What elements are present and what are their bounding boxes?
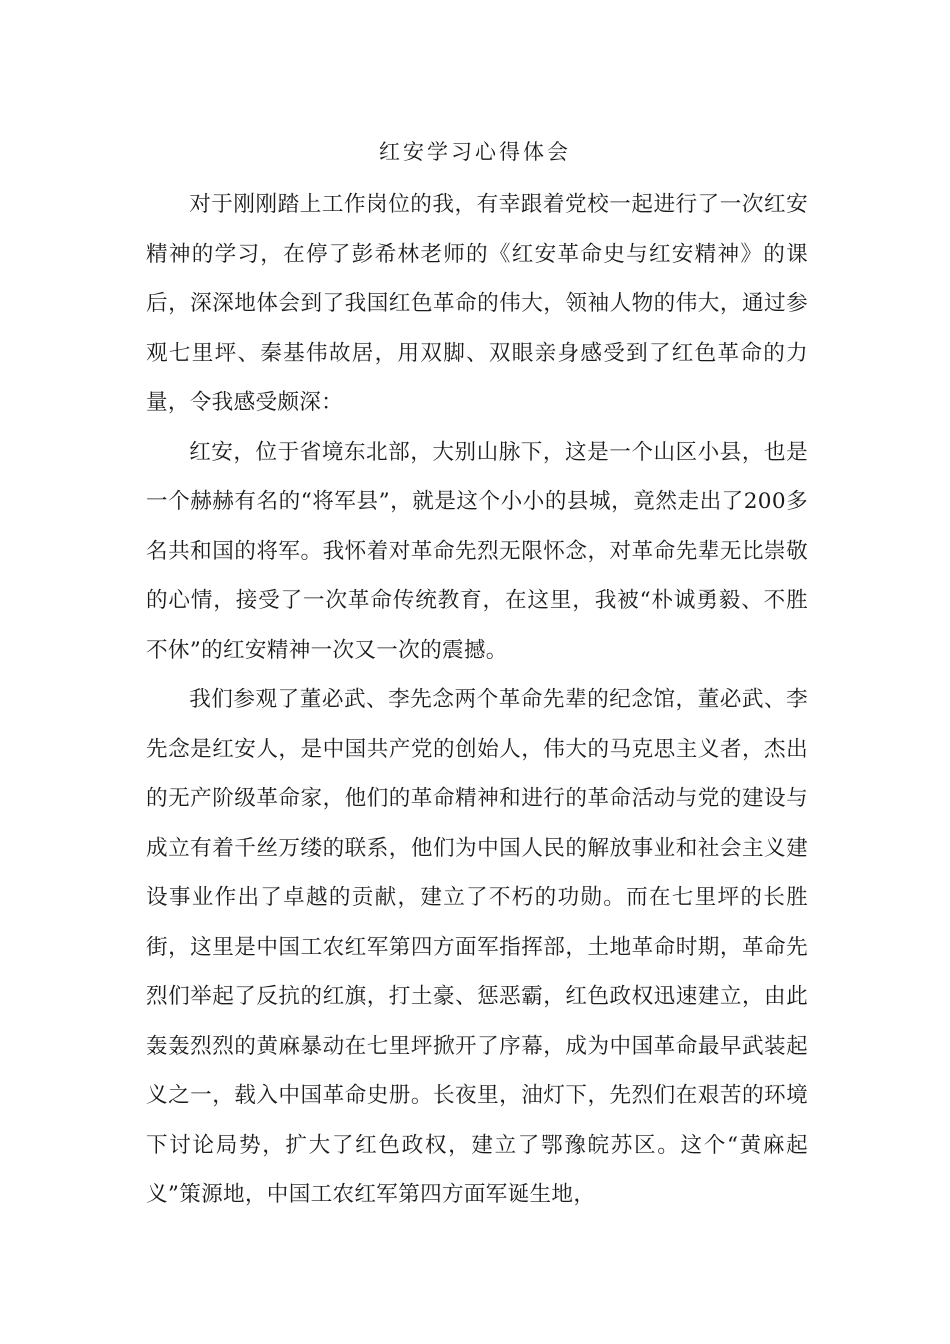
document-body (146, 180, 808, 1220)
paragraph-visit: 我们参观了董必武、李先念两个革命先辈的纪念馆，董必武、李先念是红安人，是中国共产党的创始人，伟大的马克思主义者，杰出的无产阶级革命家，他们的革命精神和进行的革命活动与党的建设与成立有着千丝万缕的联系，他们为中国人民的解放事业和社会主义建设事业作出了卓越的贡献，建立了不朽的功勋。而在七里坪的长胜街，这里是中国工农红军第四方面军指挥部，土地革命时期，革命先烈们举起了反抗的红旗，打土豪、惩恶霸，红色政权迅速建立，由此轰轰烈烈的黄麻暴动在七里坪掀开了序幕，成为中国革命最早武装起义之一，载入中国革命史册。长夜里，油灯下，先烈们在艰苦的环境下讨论局势，扩大了红色政权，建立了鄂豫皖苏区。这个“黄麻起义”策源地，中国工农红军第四方面军诞生地， (146, 687, 808, 1207)
paragraph-hongan: 红安，位于省境东北部，大别山脉下，这是一个山区小县，也是一个赫赫有名的“将军县”，就是这个小小的县城，竟然走出了200多名共和国的将军。我怀着对革命先烈无限怀念，对革命先辈无比崇敬的心情，接受了一次革命传统教育，在这里，我被“朴诚勇毅、不胜不休”的红安精神一次又一次的震撼。 (146, 439, 808, 663)
paragraph-intro: 对于刚刚踏上工作岗位的我，有幸跟着党校一起进行了一次红安精神的学习，在停了彭希林老师的《红安革命史与红安精神》的课后，深深地体会到了我国红色革命的伟大，领袖人物的伟大，通过参观七里坪、秦基伟故居，用双脚、双眼亲身感受到了红色革命的力量，令我感受颇深： (146, 192, 808, 415)
document-title: 红安学习心得体会 (379, 140, 571, 164)
